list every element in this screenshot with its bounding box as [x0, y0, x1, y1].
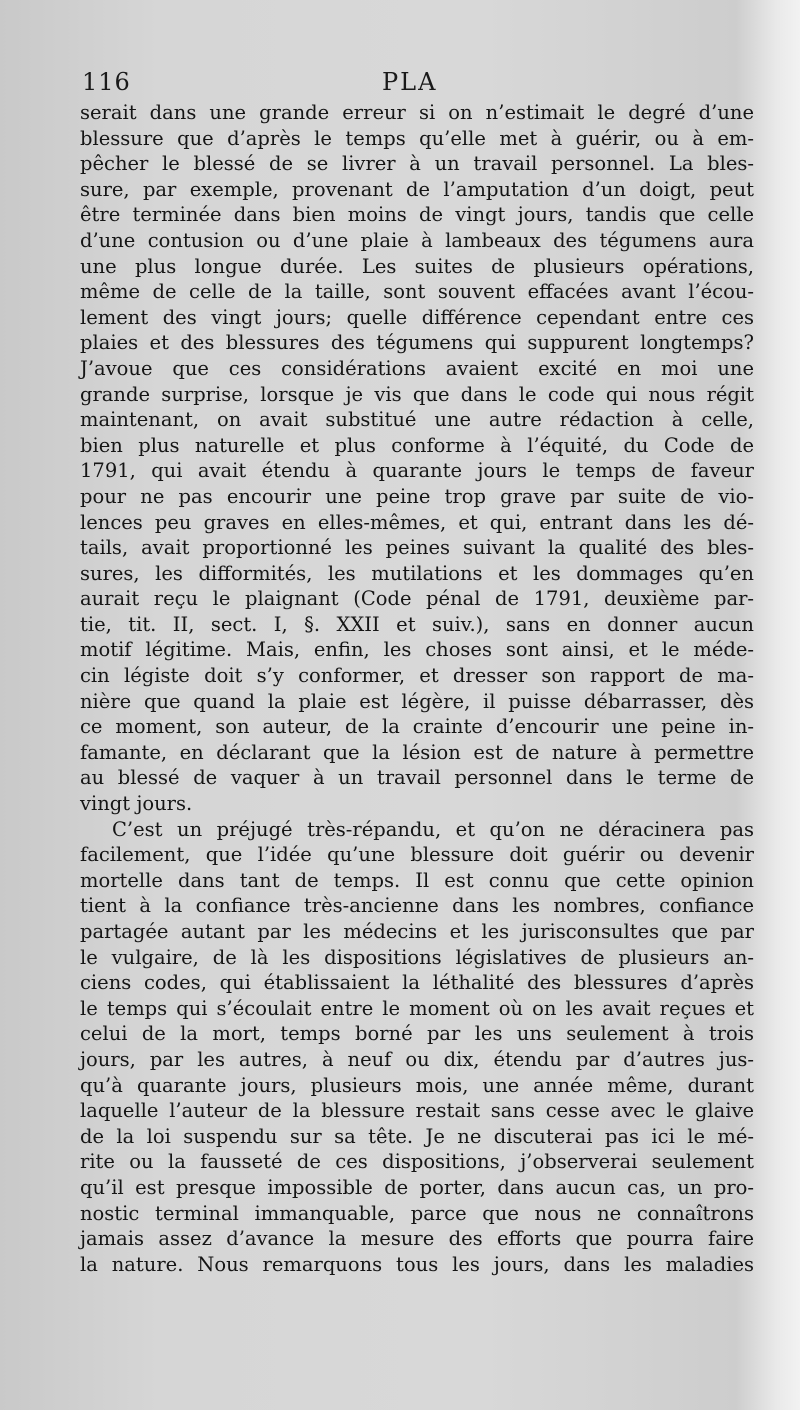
text-line: pour ne pas encourir une peine trop grave par suite de vio-	[80, 484, 754, 508]
text-line: être terminée dans bien moins de vingt jours, tandis que celle	[80, 203, 754, 227]
text-line: blessure que d’après le temps qu’elle met à guérir, ou à em-	[80, 126, 754, 150]
body-text	[80, 100, 754, 1277]
text-line: nière que quand la plaie est légère, il puisse débarrasser, dès	[80, 689, 754, 713]
text-line: de la loi suspendu sur sa tête. Je ne discuterai pas ici le mé-	[80, 1124, 754, 1148]
text-line: laquelle l’auteur de la blessure restait sans cesse avec le glaive	[80, 1099, 754, 1123]
text-line: cin légiste doit s’y conformer, et dresser son rapport de ma-	[80, 664, 754, 688]
text-line: lement des vingt jours; quelle différence cependant entre ces	[80, 305, 754, 329]
text-line: tient à la confiance très-ancienne dans les nombres, confiance	[80, 894, 754, 918]
text-line: partagée autant par les médecins et les jurisconsultes que par	[80, 920, 754, 943]
text-line: le vulgaire, de là les dispositions législatives de plusieurs an-	[80, 945, 754, 969]
text-line: maintenant, on avait substitué une autre rédaction à celle,	[80, 408, 754, 432]
text-line: une plus longue durée. Les suites de plusieurs opérations,	[80, 254, 754, 278]
text-line: tie, tit. II, sect. I, §. XXII et suiv.), sans en donner aucun	[80, 612, 754, 636]
text-line: C’est un préjugé très-répandu, et qu’on ne déracinera pas	[112, 817, 754, 841]
text-line: le temps qui s’écoulait entre le moment où on les avait reçues et	[80, 996, 754, 1020]
text-line: famante, en déclarant que la lésion est de nature à permettre	[80, 740, 754, 764]
text-line: même de celle de la taille, sont souvent effacées avant l’écou-	[80, 280, 754, 304]
text-line: J’avoue que ces considérations avaient excité en moi une	[80, 356, 754, 380]
text-line: sures, les difformités, les mutilations et les dommages qu’en	[80, 561, 754, 585]
text-line: lences peu graves en elles-mêmes, et qui, entrant dans les dé-	[80, 510, 754, 534]
text-line: grande surprise, lorsque je vis que dans le code qui nous régit	[80, 382, 754, 406]
text-line: mortelle dans tant de temps. Il est connu que cette opinion	[80, 868, 754, 892]
page-number: 116	[82, 68, 131, 96]
text-line: facilement, que l’idée qu’une blessure doit guérir ou devenir	[80, 843, 754, 867]
text-line: vingt jours.	[80, 792, 193, 816]
text-line: d’une contusion ou d’une plaie à lambeaux des tégumens aura	[80, 228, 754, 252]
text-line: ciens codes, qui établissaient la léthalité des blessures d’après	[80, 971, 754, 995]
text-line: qu’à quarante jours, plusieurs mois, une année même, durant	[80, 1073, 754, 1097]
text-line: jours, par les autres, à neuf ou dix, étendu par d’autres jus-	[80, 1047, 754, 1071]
text-line: au blessé de vaquer à un travail personnel dans le terme de	[80, 766, 754, 790]
text-line: celui de la mort, temps borné par les uns seulement à trois	[80, 1022, 754, 1046]
text-line: 1791, qui avait étendu à quarante jours le temps de faveur	[80, 459, 754, 483]
text-line: jamais assez d’avance la mesure des efforts que pourra faire	[80, 1227, 754, 1251]
text-line: serait dans une grande erreur si on n’estimait le degré d’une	[80, 101, 754, 124]
text-line: sure, par exemple, provenant de l’amputation d’un doigt, peut	[80, 177, 754, 201]
text-line: qu’il est presque impossible de porter, dans aucun cas, un pro-	[80, 1175, 754, 1199]
text-line: tails, avait proportionné les peines suivant la qualité des bles-	[80, 536, 754, 560]
text-line: la nature. Nous remarquons tous les jours, dans les maladies	[80, 1252, 754, 1276]
running-head: PLA	[382, 68, 438, 96]
text-line: nostic terminal immanquable, parce que nous ne connaîtrons	[80, 1201, 754, 1225]
page-header	[82, 68, 750, 98]
text-line: aurait reçu le plaignant (Code pénal de 1791, deuxième par-	[80, 587, 754, 611]
text-line: motif légitime. Mais, enfin, les choses sont ainsi, et le méde-	[80, 638, 754, 662]
text-line: pêcher le blessé de se livrer à un travail personnel. La bles-	[80, 152, 754, 176]
text-line: bien plus naturelle et plus conforme à l’équité, du Code de	[80, 433, 754, 457]
text-line: rite ou la fausseté de ces dispositions, j’observerai seulement	[80, 1150, 754, 1174]
text-line: ce moment, son auteur, de la crainte d’encourir une peine in-	[80, 715, 754, 739]
text-line: plaies et des blessures des tégumens qui suppurent longtemps?	[80, 331, 754, 355]
